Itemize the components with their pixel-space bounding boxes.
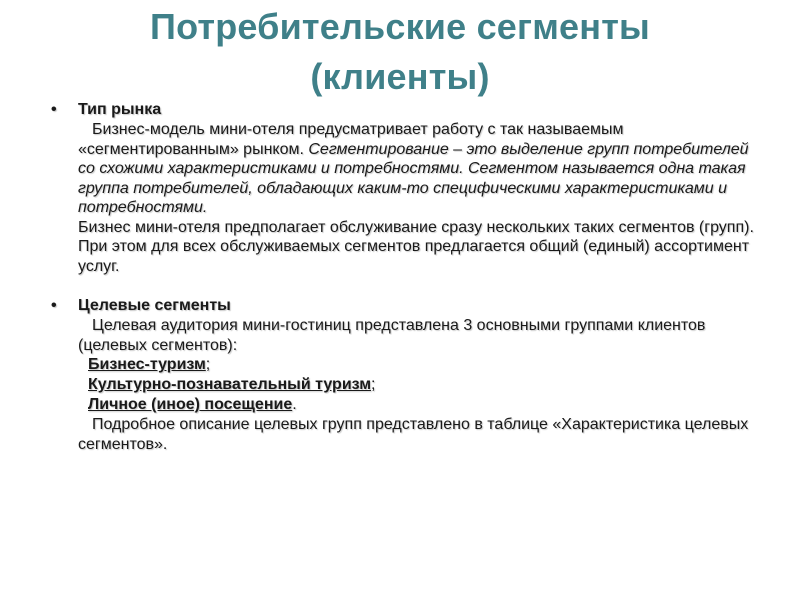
market-service-text: Бизнес мини-отеля предполагает обслуживание сразу нескольких таких сегментов (групп). При этом для всех обслуживаемых сегментов предлагается общий (единый) ассортимент услуг. [78, 218, 754, 275]
bullet-dot-icon: • [51, 101, 57, 118]
bullet-dot-icon: • [51, 297, 57, 314]
segmentation-definition-text: Сегментирование – это выделение групп потребителей со схожими характеристиками и потребностями. Сегментом называется одна такая группа потребителей, обладающих каким-то специфическими характеристиками и потребностями. [78, 140, 749, 216]
segment-name: Личное (иное) посещение [88, 396, 293, 413]
bullet-market-type [48, 100, 768, 120]
slide-title [0, 2, 800, 102]
segment-item-personal: Личное (иное) посещение. [88, 396, 297, 413]
table-reference-text: Подробное описание целевых групп представлено в таблице «Характеристика целевых сегментов». [78, 416, 749, 453]
slide-title-line-1: Потребительские сегменты [150, 6, 650, 47]
section-heading-target-segments: Целевые сегменты [78, 297, 231, 314]
segment-name: Бизнес-туризм [88, 356, 206, 373]
market-definition-text [78, 120, 768, 218]
slide-title-line-2: (клиенты) [310, 56, 490, 97]
segment-item-business: Бизнес-туризм; [88, 356, 211, 373]
market-intro-text: Бизнес-модель мини-отеля предусматривает работу с так называемым «сегментированным» рынком. [78, 121, 624, 158]
slide-body [48, 100, 768, 454]
bullet-target-segments [48, 296, 768, 316]
segment-name: Культурно-познавательный туризм [88, 376, 372, 393]
segment-item-cultural: Культурно-познавательный туризм; [88, 376, 376, 393]
market-type-paragraph [48, 120, 768, 276]
target-segments-paragraph [48, 316, 768, 355]
target-audience-text: Целевая аудитория мини-гостиниц представлена 3 основными группами клиентов (целевых сегментов): [78, 317, 706, 354]
section-heading-market-type: Тип рынка [78, 101, 162, 118]
segments-outro-paragraph [48, 415, 768, 454]
